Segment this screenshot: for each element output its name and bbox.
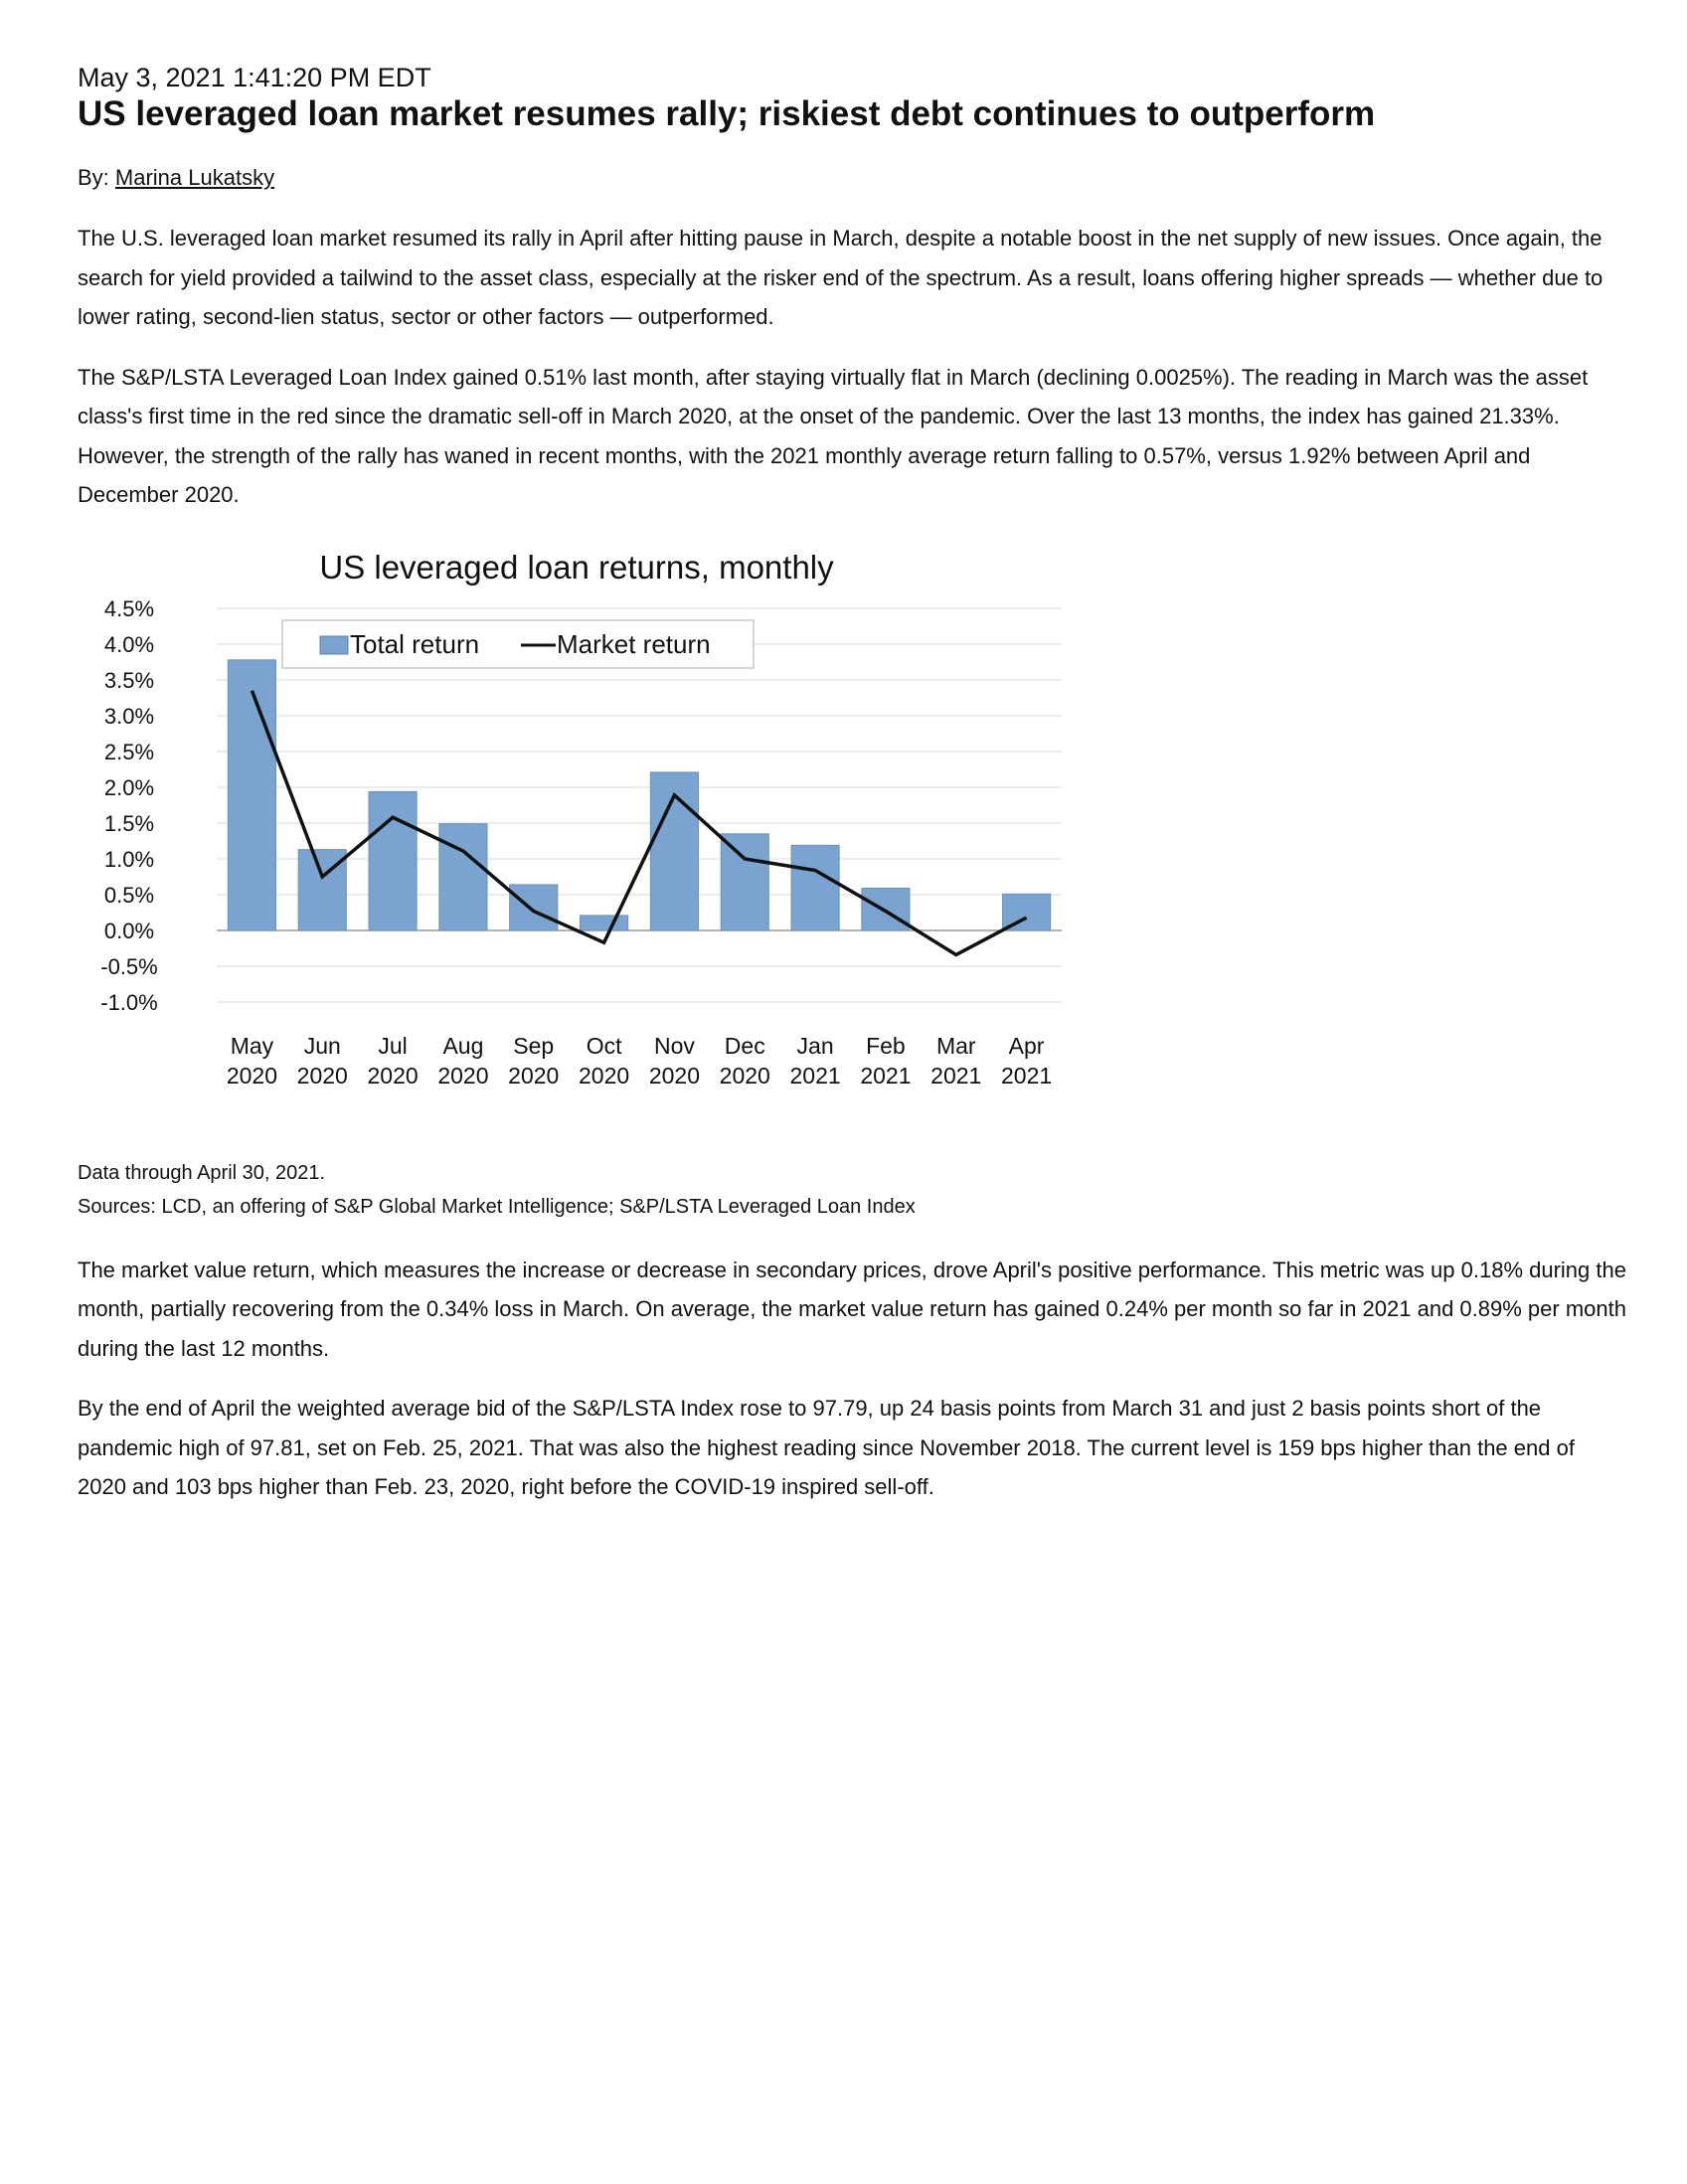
x-tick-year: 2020 [578, 1062, 630, 1089]
article [78, 62, 1628, 1528]
y-tick-label: 1.5% [103, 810, 155, 836]
chart-note-data-through: Data through April 30, 2021. [78, 1161, 326, 1184]
y-tick-label: 2.0% [103, 774, 155, 800]
chart-note-sources: Sources: LCD, an offering of S&P Global Market Intelligence; S&P/LSTA Leveraged Loan Index [78, 1195, 916, 1218]
bar-total-return [721, 833, 768, 929]
x-tick-year: 2020 [719, 1062, 770, 1089]
bar-total-return [369, 791, 417, 930]
x-tick-month: May [230, 1032, 274, 1059]
paragraph-2: The S&P/LSTA Leveraged Loan Index gained 0.51% last month, after staying virtually flat in March (declining 0.0025%). The reading in March was the asset class's first time in the red since the dramatic sell-off in March 2020, at the onset of the pandemic. Over the last 13 months, the index has gained 21.33%. However, the strength of the rally has waned in recent months, with the 2021 monthly average return falling to 0.57%, versus 1.92% between April and December 2020. [78, 364, 1589, 507]
y-tick-label: 3.0% [103, 703, 155, 729]
bar-layer [228, 659, 1050, 929]
legend-market-return-label: Market return [557, 628, 711, 659]
x-tick-month: Sep [513, 1032, 555, 1059]
y-tick-label: 2.5% [103, 739, 155, 764]
byline [78, 163, 1628, 193]
bar-total-return [439, 823, 487, 929]
author-link[interactable]: Marina Lukatsky [114, 165, 275, 190]
y-tick-label: -0.5% [100, 953, 158, 979]
legend-total-return-label: Total return [350, 628, 480, 659]
x-tick-month: Jan [796, 1032, 834, 1059]
article-headline: US leveraged loan market resumes rally; riskiest debt continues to outperform [78, 94, 1376, 133]
paragraph-4: By the end of April the weighted average bid of the S&P/LSTA Index rose to 97.79, up 24 basis points from March 31 and just 2 basis points short of the pandemic high of 97.81, set on Feb. 25, 2021. That was also the highest reading since November 2018. The current level is 159 bps higher than the end of 2020 and 103 bps higher than Feb. 23, 2020, right before the COVID-19 inspired sell-off. [78, 1396, 1575, 1499]
x-tick-year: 2021 [930, 1062, 982, 1089]
x-tick-month: Aug [442, 1032, 484, 1059]
x-tick-year: 2020 [367, 1062, 419, 1089]
x-tick-month: Dec [724, 1032, 765, 1059]
returns-chart-svg [68, 537, 1101, 1233]
paragraph-3: The market value return, which measures the increase or decrease in secondary prices, drove April's positive performance. This metric was up 0.18% during the month, partially recovering from the 0.34% loss in March. On average, the market value return has gained 0.24% per month so far in 2021 and 0.89% per month during the last 12 months. [78, 1257, 1626, 1361]
bar-total-return [581, 915, 628, 929]
y-tick-label: 3.5% [103, 667, 155, 693]
returns-chart [68, 537, 1101, 1233]
x-tick-month: Oct [586, 1032, 622, 1059]
chart-legend [282, 620, 754, 668]
x-tick-year: 2020 [648, 1062, 701, 1089]
x-tick-year: 2021 [860, 1062, 912, 1089]
y-tick-label: 1.0% [103, 846, 155, 872]
y-tick-label: 4.5% [103, 595, 155, 621]
bar-total-return [228, 659, 275, 929]
x-tick-month: Jun [303, 1032, 341, 1059]
y-tick-label: 4.0% [103, 631, 155, 657]
x-tick-month: Nov [653, 1032, 695, 1059]
x-tick-month: Apr [1008, 1032, 1045, 1059]
byline-prefix: By: [78, 165, 115, 190]
x-tick-year: 2020 [226, 1062, 278, 1089]
y-axis-ticks [100, 596, 157, 1015]
x-axis-ticks [227, 1033, 1052, 1089]
y-tick-label: 0.5% [103, 882, 155, 908]
x-tick-year: 2020 [296, 1062, 348, 1089]
paragraph-1: The U.S. leveraged loan market resumed its rally in April after hitting pause in March, despite a notable boost in the net supply of new issues. Once again, the search for yield provided a tailwind to the asset class, especially at the risker end of the spectrum. As a result, loans offering higher spreads — whether due to lower rating, second-lien status, sector or other factors — outperformed. [78, 226, 1603, 329]
bar-total-return [510, 884, 558, 929]
article-timestamp: May 3, 2021 1:41:20 PM EDT [78, 63, 431, 92]
x-tick-year: 2020 [508, 1062, 560, 1089]
y-tick-label: -1.0% [100, 989, 158, 1015]
bar-total-return [791, 845, 839, 930]
x-tick-year: 2021 [789, 1062, 841, 1089]
x-tick-year: 2021 [1000, 1062, 1053, 1089]
x-tick-month: Jul [378, 1032, 408, 1059]
legend-bar-swatch [320, 636, 348, 654]
y-tick-label: 0.0% [103, 918, 155, 943]
x-tick-month: Mar [935, 1032, 976, 1059]
x-tick-month: Feb [866, 1032, 906, 1059]
x-tick-year: 2020 [437, 1062, 489, 1089]
chart-title: US leveraged loan returns, monthly [319, 548, 834, 586]
